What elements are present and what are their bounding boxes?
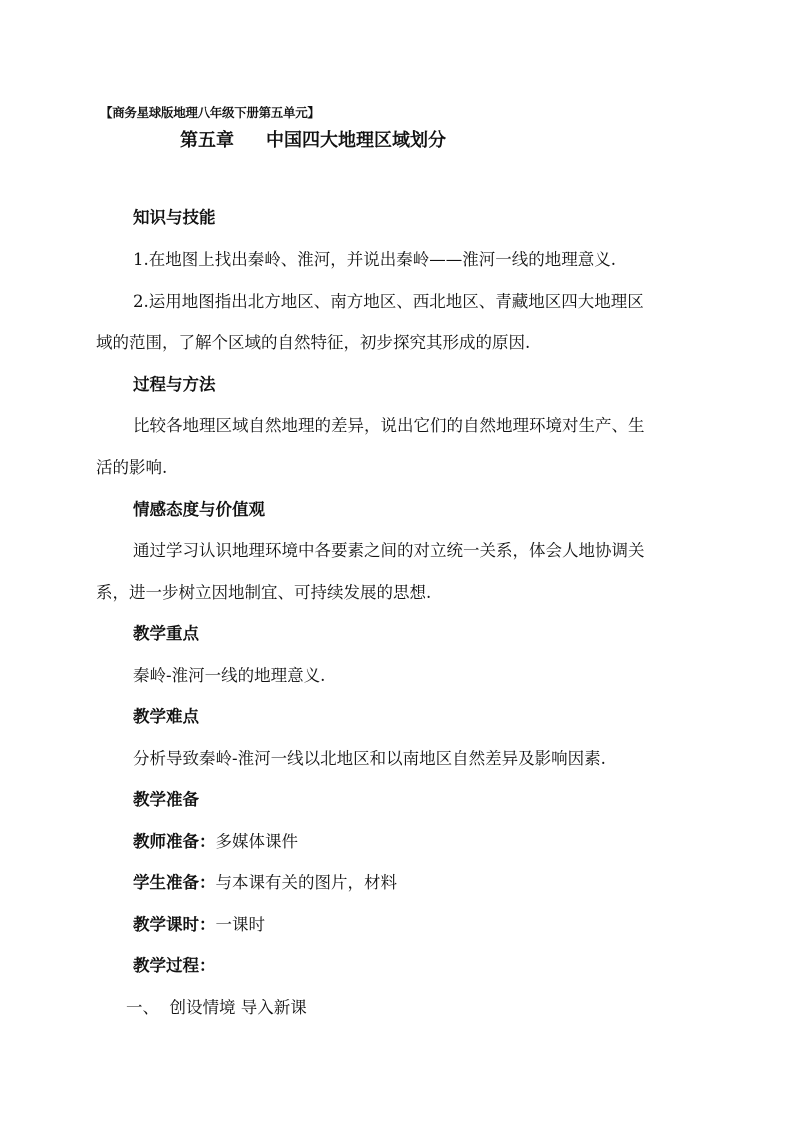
section-heading-knowledge: 知识与技能 (133, 208, 216, 227)
process-line-1: 比较各地理区域自然地理的差异，说出它们的自然地理环境对生产、生 (133, 416, 645, 435)
knowledge-item-1: 1.在地图上找出秦岭、淮河，并说出秦岭——淮河一线的地理意义. (133, 250, 616, 269)
teaching-step-1-text: 创设情境 导入新课 (169, 998, 307, 1017)
chapter-title: 中国四大地理区域划分 (266, 130, 446, 151)
section-heading-preparation: 教学准备 (133, 790, 199, 809)
section-heading-key-point: 教学重点 (133, 624, 199, 643)
class-hours-label: 教学课时： (133, 915, 216, 934)
page-title (180, 126, 446, 152)
section-heading-teaching-process: 教学过程： (133, 956, 216, 975)
teaching-step-1 (126, 994, 736, 1018)
teacher-preparation-text: 多媒体课件 (215, 832, 298, 851)
key-point-text: 秦岭-淮河一线的地理意义. (133, 666, 326, 685)
header-tag: 【商务星球版地理八年级下册第五单元】 (100, 105, 320, 120)
student-preparation-text: 与本课有关的图片，材料 (215, 873, 397, 892)
class-hours (133, 911, 743, 935)
attitude-line-1: 通过学习认识地理环境中各要素之间的对立统一关系，体会人地协调关 (133, 541, 645, 560)
student-preparation (133, 869, 743, 893)
section-heading-attitude: 情感态度与价值观 (133, 500, 265, 519)
section-heading-difficulty: 教学难点 (133, 707, 199, 726)
teacher-preparation (133, 828, 743, 852)
attitude-line-2: 系，进一步树立因地制宜、可持续发展的思想. (96, 583, 432, 602)
section-heading-process: 过程与方法 (133, 375, 216, 394)
knowledge-item-2-line-1: 2.运用地图指出北方地区、南方地区、西北地区、青藏地区四大地理区 (133, 292, 644, 311)
class-hours-text: 一课时 (215, 915, 265, 934)
process-line-2: 活的影响. (96, 458, 168, 477)
teaching-step-1-number: 一、 (126, 998, 159, 1017)
chapter-number: 第五章 (180, 130, 234, 151)
teacher-preparation-label: 教师准备： (133, 832, 216, 851)
difficulty-text: 分析导致秦岭-淮河一线以北地区和以南地区自然差异及影响因素. (133, 749, 606, 768)
knowledge-item-2-line-2: 域的范围，了解个区域的自然特征，初步探究其形成的原因. (96, 333, 531, 352)
student-preparation-label: 学生准备： (133, 873, 216, 892)
